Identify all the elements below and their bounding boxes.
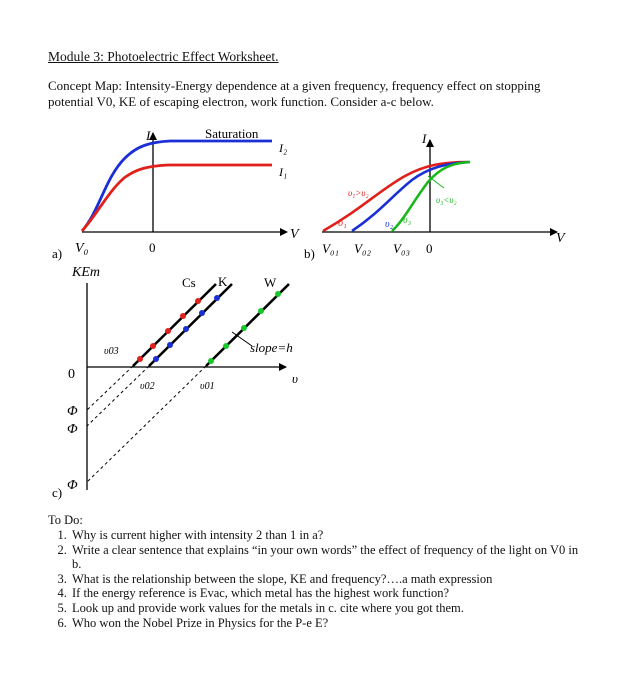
figure-a-zero: 0 [149,240,156,255]
cs-dot [180,313,186,319]
v02-freq-label: υ02 [140,381,155,392]
figure-b [304,131,566,261]
list-item: 1. Why is current higher with intensity 2 than 1 in a? [70,528,580,543]
work-function-w: Φ [67,478,78,493]
curve-v2-label: υ₂ [385,219,394,230]
v02-label: V₀₂ [354,241,371,256]
saturation-label: Saturation [205,126,259,141]
todo-heading: To Do: [48,513,83,527]
figure-b-label: b) [304,246,315,261]
figure-c-x-label: υ [292,371,298,386]
v03-label: V₀₃ [393,241,410,256]
k-label: K [218,274,228,289]
list-item: 3. What is the relationship between the slope, KE and frequency?….a math expression [70,572,580,587]
i2-label: I₂ [279,141,288,155]
kem-label: KEm [72,265,100,280]
figure-b-x-label: V [556,231,565,246]
note-v1-gt-v2: υ₁>υ₂ [348,188,369,198]
list-item: 4. If the energy reference is Evac, which metal has the highest work function? [70,586,580,601]
cs-dot [150,343,156,349]
w-dot [223,343,229,349]
slope-label: slope=h [250,340,293,355]
w-dot [275,291,281,297]
concept-map-intro: Concept Map: Intensity-Energy dependence at a given frequency, frequency effect on stopping potential V0, KE of escaping electron, work function. Consider a-c below. [48,78,541,109]
w-dot [258,308,264,314]
figure-c-zero: 0 [68,367,75,382]
cs-label: Cs [182,275,196,290]
intensity-2-curve [82,141,272,231]
figure-c [52,265,298,500]
v01-label: V₀₁ [322,241,339,256]
w-label: W [264,275,277,290]
k-dot [153,356,159,362]
cs-line [133,284,216,366]
figure-c-label: c) [52,485,63,500]
cs-dot [137,356,143,362]
v01-freq-label: υ01 [200,381,215,392]
w-dot [241,325,247,331]
k-dot [199,310,205,316]
note-v3-lt-v2: υ₃<υ₂ [436,195,457,205]
k-dot [183,326,189,332]
figure-a [52,126,300,261]
figure-b-zero: 0 [426,241,433,256]
figure-a-y-label: I [146,128,151,143]
intensity-1-curve [82,165,272,231]
k-dot [167,342,173,348]
k-dot [214,295,220,301]
cs-dot [195,298,201,304]
work-function-k: Φ [67,422,78,437]
figure-a-label: a) [52,246,63,261]
w-dot [208,358,214,364]
worksheet-title: Module 3: Photoelectric Effect Worksheet. [48,49,279,64]
curve-v1-label: υ₁ [338,217,347,229]
list-item: 2. Write a clear sentence that explains “in your own words” the effect of frequency of the light on V0 in b. [70,543,580,572]
v0-label: V₀ [75,241,89,256]
v03-freq-label: υ03 [104,346,119,357]
i1-label: I₁ [279,165,288,179]
k-extension [87,366,149,426]
figure-b-y-label: I [422,131,427,146]
cs-dot [165,328,171,334]
figure-a-x-label: V [290,227,299,242]
curve-v3-label: υ₃ [403,215,412,226]
list-item: 5. Look up and provide work values for the metals in c. cite where you got them. [70,601,580,616]
list-item: 6. Who won the Nobel Prize in Physics for the P-e E? [70,616,580,631]
work-function-cs: Φ [67,404,78,419]
todo-list [52,528,580,630]
